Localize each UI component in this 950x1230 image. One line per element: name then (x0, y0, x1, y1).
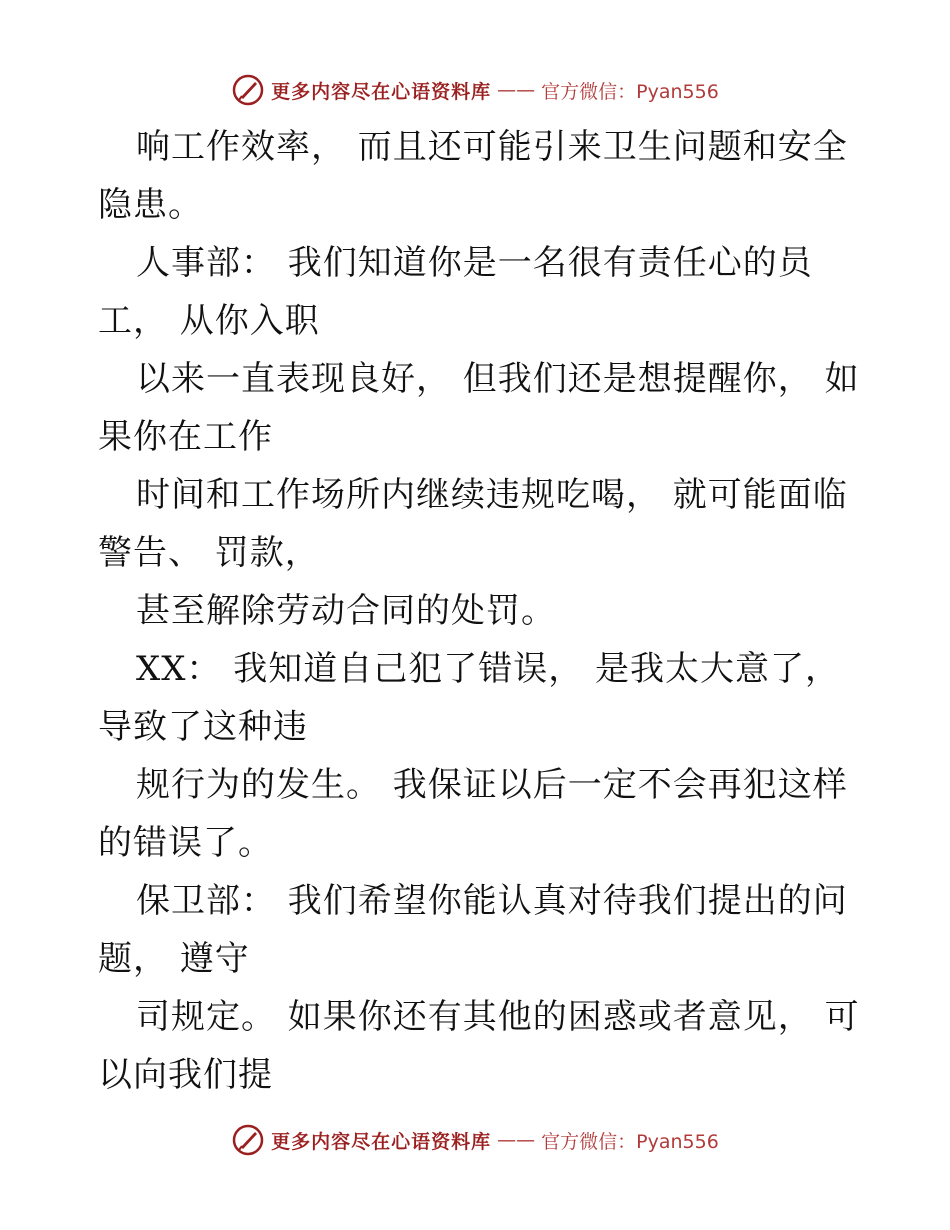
text-line: 导致了这种违 (98, 707, 308, 747)
text-line: 的错误了。 (98, 823, 273, 863)
header-banner-text: 更多内容尽在心语资料库 (271, 80, 492, 103)
text-line: 时间和工作场所内继续违规吃喝， 就可能面临 (136, 475, 848, 515)
quill-logo-icon (231, 1123, 265, 1157)
text-line: 司规定。 如果你还有其他的困惑或者意见， 可 (136, 997, 860, 1037)
footer-banner-text: 更多内容尽在心语资料库 (271, 1130, 492, 1153)
text-line: 人事部： 我们知道你是一名很有责任心的员 (136, 243, 813, 283)
quill-logo-icon (231, 73, 265, 107)
document-body (98, 118, 858, 1104)
text-line: 响工作效率， 而且还可能引来卫生问题和安全 (136, 127, 848, 167)
header-banner (0, 70, 950, 110)
header-banner-dash: —— (497, 79, 536, 101)
text-line: 以来一直表现良好， 但我们还是想提醒你， 如 (136, 359, 860, 399)
text-line: 甚至解除劳动合同的处罚。 (136, 591, 556, 631)
text-line: 题， 遵守 (98, 939, 250, 979)
header-wechat-text: 官方微信：Pyan556 (541, 80, 719, 103)
text-line: 警告、 罚款， (98, 533, 320, 573)
text-line: 保卫部： 我们希望你能认真对待我们提出的问 (136, 881, 848, 921)
footer-wechat-text: 官方微信：Pyan556 (541, 1130, 719, 1153)
footer-banner-dash: —— (497, 1129, 536, 1151)
text-line: 隐患。 (98, 185, 203, 225)
footer-banner (0, 1120, 950, 1160)
text-line: 工， 从你入职 (98, 301, 320, 341)
text-line: 规行为的发生。 我保证以后一定不会再犯这样 (136, 765, 848, 805)
text-line: 果你在工作 (98, 417, 273, 457)
text-line: XX： 我知道自己犯了错误， 是我太大意了， (136, 649, 841, 689)
text-line: 以向我们提 (98, 1055, 273, 1095)
